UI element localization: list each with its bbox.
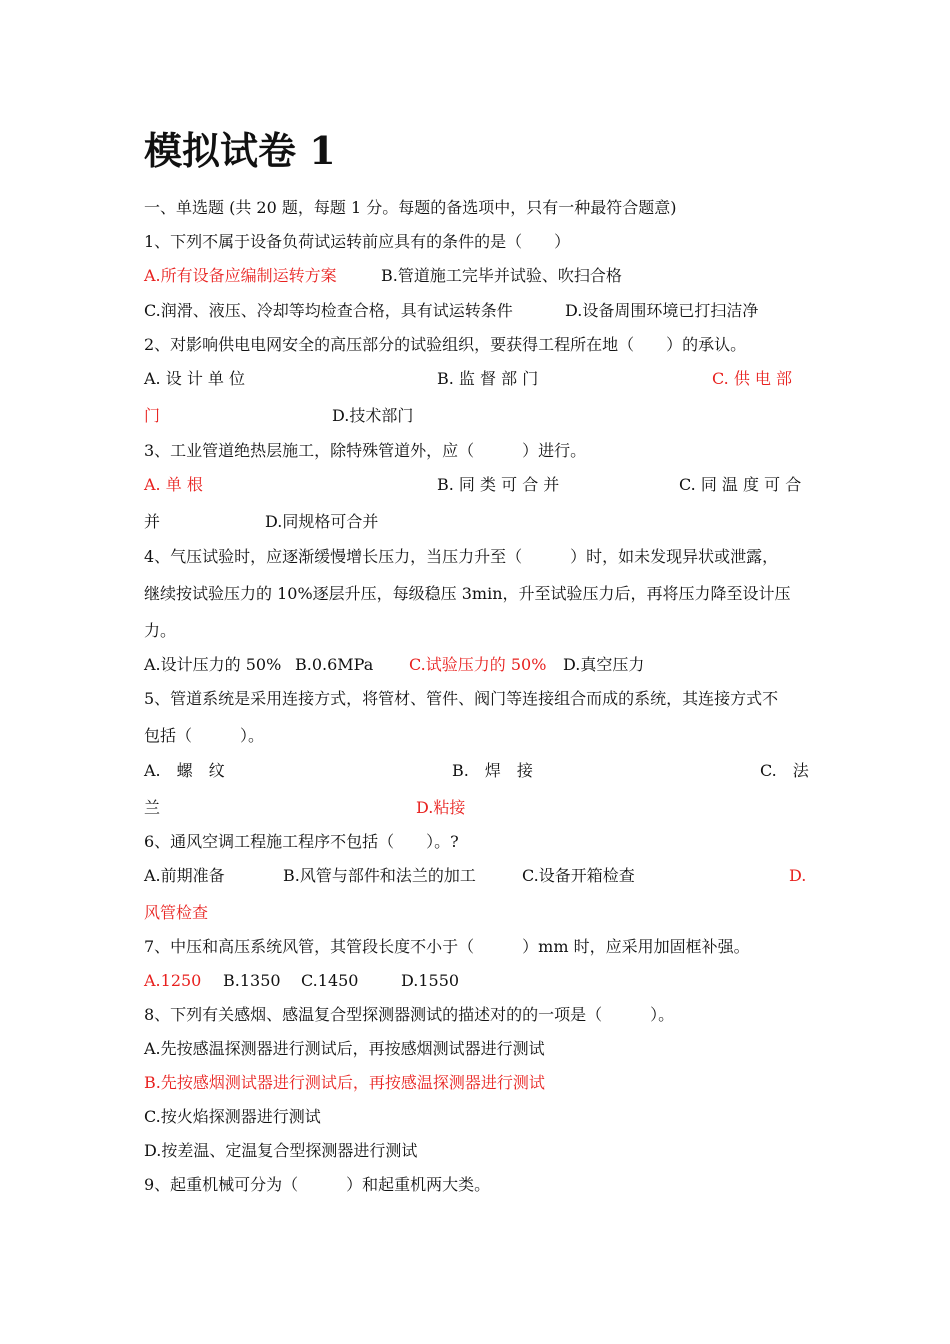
question-6-stem: 6、通风空调工程施工程序不包括（ ）。? xyxy=(144,832,459,851)
question-2-option-c: C. 供 电 部 xyxy=(712,369,793,388)
question-2-option-b: B. 监 督 部 门 xyxy=(437,369,539,388)
question-4-stem-line-1: 4、气压试验时，应逐渐缓慢增长压力，当压力升至（ ）时，如未发现异状或泄露， xyxy=(144,547,779,566)
question-3-option-c: C. 同 温 度 可 合 xyxy=(679,475,802,494)
question-7-option-c: C.1450 xyxy=(301,971,359,990)
question-6-option-c: C.设备开箱检查 xyxy=(522,866,635,885)
question-4-stem-line-3: 力。 xyxy=(144,621,177,640)
question-2-stem: 2、对影响供电电网安全的高压部分的试验组织，要获得工程所在地（ ）的承认。 xyxy=(144,335,747,354)
question-3-stem: 3、工业管道绝热层施工，除特殊管道外，应（ ）进行。 xyxy=(144,441,587,460)
question-2-option-d: D.技术部门 xyxy=(332,406,414,425)
question-5-stem-line-1: 5、管道系统是采用连接方式，将管材、管件、阀门等连接组合而成的系统，其连接方式不 xyxy=(144,689,779,708)
question-8-option-d: D.按差温、定温复合型探测器进行测试 xyxy=(144,1141,418,1160)
question-3-option-a: A. 单 根 xyxy=(144,475,203,494)
question-3-option-d: D.同规格可合并 xyxy=(265,512,379,531)
question-3-option-c-cont: 并 xyxy=(144,512,161,531)
question-5-option-a: A. 螺 纹 xyxy=(144,761,225,780)
section-heading: 一、单选题 (共 20 题，每题 1 分。每题的备选项中，只有一种最符合题意) xyxy=(144,198,677,217)
question-4-option-c: C.试验压力的 50% xyxy=(409,655,547,674)
question-2-option-c-cont: 门 xyxy=(144,406,161,425)
question-7-option-b: B.1350 xyxy=(223,971,281,990)
question-9-stem: 9、起重机械可分为（ ）和起重机两大类。 xyxy=(144,1175,491,1194)
question-8-option-c: C.按火焰探测器进行测试 xyxy=(144,1107,321,1126)
question-6-option-d: D. xyxy=(789,866,807,885)
question-1-option-b: B.管道施工完毕并试验、吹扫合格 xyxy=(381,266,622,285)
question-7-option-a: A.1250 xyxy=(144,971,202,990)
question-5-option-c-cont: 兰 xyxy=(144,798,161,817)
question-4-option-b: B.0.6MPa xyxy=(295,655,374,674)
question-6-option-a: A.前期准备 xyxy=(144,866,225,885)
question-6-option-b: B.风管与部件和法兰的加工 xyxy=(283,866,476,885)
question-4-option-d: D.真空压力 xyxy=(563,655,645,674)
question-8-option-b: B.先按感烟测试器进行测试后，再按感温探测器进行测试 xyxy=(144,1073,545,1092)
question-1-option-a: A.所有设备应编制运转方案 xyxy=(144,266,337,285)
page-title: 模拟试卷 1 xyxy=(144,128,336,173)
question-5-option-d: D.粘接 xyxy=(416,798,466,817)
question-8-stem: 8、下列有关感烟、感温复合型探测器测试的描述对的的一项是（ ）。 xyxy=(144,1005,675,1024)
question-6-option-d-cont: 风管检查 xyxy=(144,903,209,922)
question-5-option-b: B. 焊 接 xyxy=(452,761,533,780)
question-1-stem: 1、下列不属于设备负荷试运转前应具有的条件的是（ ） xyxy=(144,232,571,251)
question-1-option-d: D.设备周围环境已打扫洁净 xyxy=(565,301,759,320)
question-5-stem-line-2: 包括（ ）。 xyxy=(144,726,265,745)
question-3-option-b: B. 同 类 可 合 并 xyxy=(437,475,560,494)
question-2-option-a: A. 设 计 单 位 xyxy=(144,369,245,388)
question-8-option-a: A.先按感温探测器进行测试后，再按感烟测试器进行测试 xyxy=(144,1039,545,1058)
question-7-option-d: D.1550 xyxy=(401,971,460,990)
question-7-stem: 7、中压和高压系统风管，其管段长度不小于（ ）mm 时，应采用加固框补强。 xyxy=(144,937,750,956)
question-4-option-a: A.设计压力的 50% xyxy=(144,655,282,674)
question-4-stem-line-2: 继续按试验压力的 10%逐层升压，每级稳压 3min，升至试验压力后，再将压力降至设计压 xyxy=(144,584,791,603)
question-5-option-c: C. 法 xyxy=(760,761,809,780)
question-1-option-c: C.润滑、液压、冷却等均检查合格，具有试运转条件 xyxy=(144,301,513,320)
